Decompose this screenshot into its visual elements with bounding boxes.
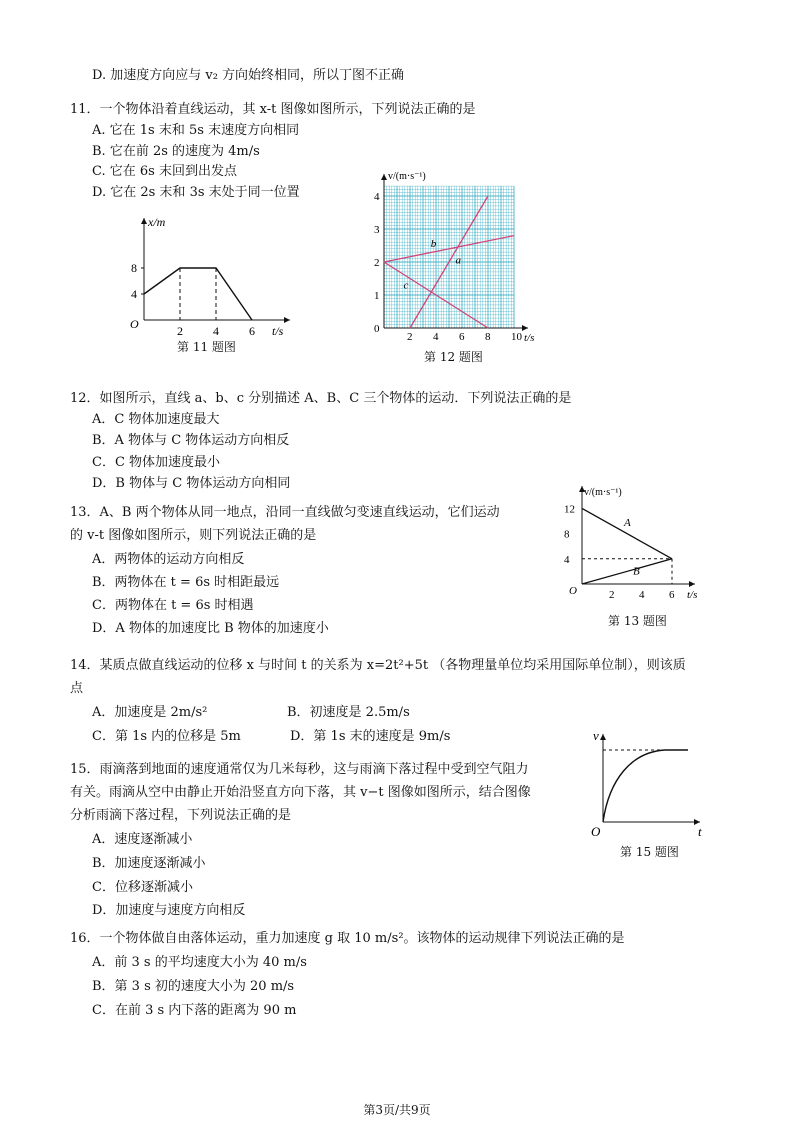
- q14-stem-line2: 点: [70, 681, 84, 696]
- x-tick-label: 8: [485, 331, 491, 343]
- q12-stem: 12．如图所示，直线 a、b、c 分别描述 A、B、C 三个物体的运动．下列说法正确的是: [70, 391, 572, 406]
- x-axis-arrow: [284, 317, 290, 323]
- y-tick-label: 3: [374, 224, 380, 236]
- x-tick-label: 10: [511, 331, 522, 343]
- q15-option-c: C．位移逐渐减小: [92, 880, 193, 895]
- x-tick-label: 2: [177, 324, 183, 338]
- q13-stem-line2: 的 v-t 图像如图所示，则下列说法正确的是: [70, 528, 317, 543]
- label-c: c: [403, 279, 409, 292]
- x-tick-label: 2: [407, 331, 413, 343]
- label-A: A: [624, 517, 631, 530]
- line-A: [582, 508, 672, 558]
- y-tick-label: 8: [564, 528, 570, 541]
- x-tick-label: 6: [669, 589, 675, 601]
- q14-option-b: B．初速度是 2.5m/s: [287, 705, 410, 720]
- y-tick-label: 8: [131, 261, 137, 275]
- q11-option-a: A. 它在 1s 末和 5s 末速度方向相同: [92, 123, 300, 138]
- q15-stem-line1: 15．雨滴落到地面的速度通常仅为几米每秒，这与雨滴下落过程中受到空气阻力: [70, 762, 529, 777]
- q16-option-c: C．在前 3 s 内下落的距离为 90 m: [92, 1003, 297, 1018]
- y-tick-label: 4: [374, 191, 380, 203]
- q16-option-b: B．第 3 s 初的速度大小为 20 m/s: [92, 979, 295, 994]
- q15-stem-line3: 分析雨滴下落过程，下列说法正确的是: [70, 808, 292, 823]
- q14-option-d: D．第 1s 末的速度是 9m/s: [290, 729, 451, 744]
- x-tick-label: 2: [609, 589, 615, 601]
- q14-stem-line1: 14．某质点做直线运动的位移 x 与时间 t 的关系为 x=2t²+5t （各物理量单位均采用国际单位制），则该质: [70, 658, 686, 673]
- q11-option-b: B. 它在前 2s 的速度为 4m/s: [92, 144, 260, 159]
- vt-curve: [603, 750, 665, 822]
- q15-caption: 第 15 题图: [620, 845, 679, 859]
- y-axis-label: v: [593, 728, 599, 743]
- q14-option-a: A．加速度是 2m/s²: [92, 705, 208, 720]
- x-axis-label: t/s: [687, 589, 698, 601]
- y-axis-label: v/(m·s⁻¹): [388, 171, 426, 182]
- q16-stem: 16．一个物体做自由落体运动，重力加速度 g 取 10 m/s²。该物体的运动规律下列说法正确的是: [70, 931, 625, 946]
- q15-option-b: B．加速度逐渐减小: [92, 856, 206, 871]
- q11-stem: 11．一个物体沿着直线运动，其 x-t 图像如图所示，下列说法正确的是: [70, 102, 476, 117]
- q12-vt-graph: [368, 168, 538, 346]
- q12-option-c: C．C 物体加速度最小: [92, 455, 221, 470]
- y-tick-label: 4: [564, 553, 570, 566]
- line-B: [582, 559, 672, 584]
- x-axis-arrow: [522, 325, 528, 331]
- q13-option-c: C．两物体在 t = 6s 时相遇: [92, 598, 254, 613]
- label-a: a: [455, 254, 461, 267]
- x-tick-label: 4: [213, 324, 219, 338]
- q14-option-c: C．第 1s 内的位移是 5m: [92, 729, 241, 744]
- origin-label: O: [569, 585, 577, 597]
- q15-stem-line2: 有关。雨滴从空中由静止开始沿竖直方向下落，其 v−t 图像如图所示，结合图像: [70, 785, 531, 800]
- q12-option-d: D．B 物体与 C 物体运动方向相同: [92, 476, 291, 491]
- q12-option-a: A．C 物体加速度最大: [92, 412, 220, 427]
- q12-option-b: B．A 物体与 C 物体运动方向相反: [92, 433, 290, 448]
- q13-stem-line1: 13．A、B 两个物体从同一地点，沿同一直线做匀变速直线运动，它们运动: [70, 505, 500, 520]
- xt-series-line: [144, 268, 252, 320]
- q13-option-d: D．A 物体的加速度比 B 物体的加速度小: [92, 621, 329, 636]
- q13-option-b: B．两物体在 t = 6s 时相距最远: [92, 575, 280, 590]
- y-axis-label: x/m: [148, 215, 166, 229]
- y-axis-arrow: [141, 218, 147, 224]
- page-footer: 第3页/共9页: [363, 1103, 431, 1117]
- q16-option-a: A．前 3 s 的平均速度大小为 40 m/s: [92, 955, 307, 970]
- y-tick-label: 4: [131, 287, 137, 301]
- x-axis-label: t/s: [272, 324, 284, 338]
- y-axis-label: v/(m·s⁻¹): [584, 487, 622, 498]
- q15-option-a: A．速度逐渐减小: [92, 832, 193, 847]
- origin-label: O: [591, 824, 601, 839]
- x-tick-label: 6: [459, 331, 465, 343]
- y-axis-arrow: [381, 174, 387, 180]
- y-tick-label: 12: [564, 503, 575, 516]
- x-tick-label: 4: [433, 331, 439, 343]
- label-b: b: [430, 238, 437, 251]
- x-tick-label: 4: [639, 589, 645, 601]
- q13-option-a: A．两物体的运动方向相反: [92, 552, 245, 567]
- option-d-previous: D. 加速度方向应与 v₂ 方向始终相同，所以丁图不正确: [92, 68, 405, 83]
- label-B: B: [633, 565, 640, 578]
- q11-xt-graph: [118, 210, 298, 340]
- origin-label: 0: [374, 323, 380, 335]
- q15-option-d: D．加速度与速度方向相反: [92, 903, 246, 918]
- x-axis-arrow: [689, 581, 695, 587]
- q11-caption: 第 11 题图: [177, 340, 236, 354]
- q12-caption: 第 12 题图: [424, 350, 483, 364]
- x-axis-label: t: [698, 824, 702, 839]
- y-tick-label: 1: [374, 290, 380, 302]
- q13-caption: 第 13 题图: [608, 614, 667, 628]
- x-axis-label: t/s: [524, 332, 535, 344]
- y-tick-label: 2: [374, 257, 380, 269]
- y-axis-arrow: [600, 734, 606, 740]
- origin-label: O: [130, 317, 139, 331]
- q15-vt-graph: [588, 730, 713, 838]
- q11-option-d: D. 它在 2s 末和 3s 末处于同一位置: [92, 185, 300, 200]
- q11-option-c: C. 它在 6s 末回到出发点: [92, 164, 237, 179]
- x-tick-label: 6: [249, 324, 255, 338]
- q13-vt-graph: [555, 478, 705, 603]
